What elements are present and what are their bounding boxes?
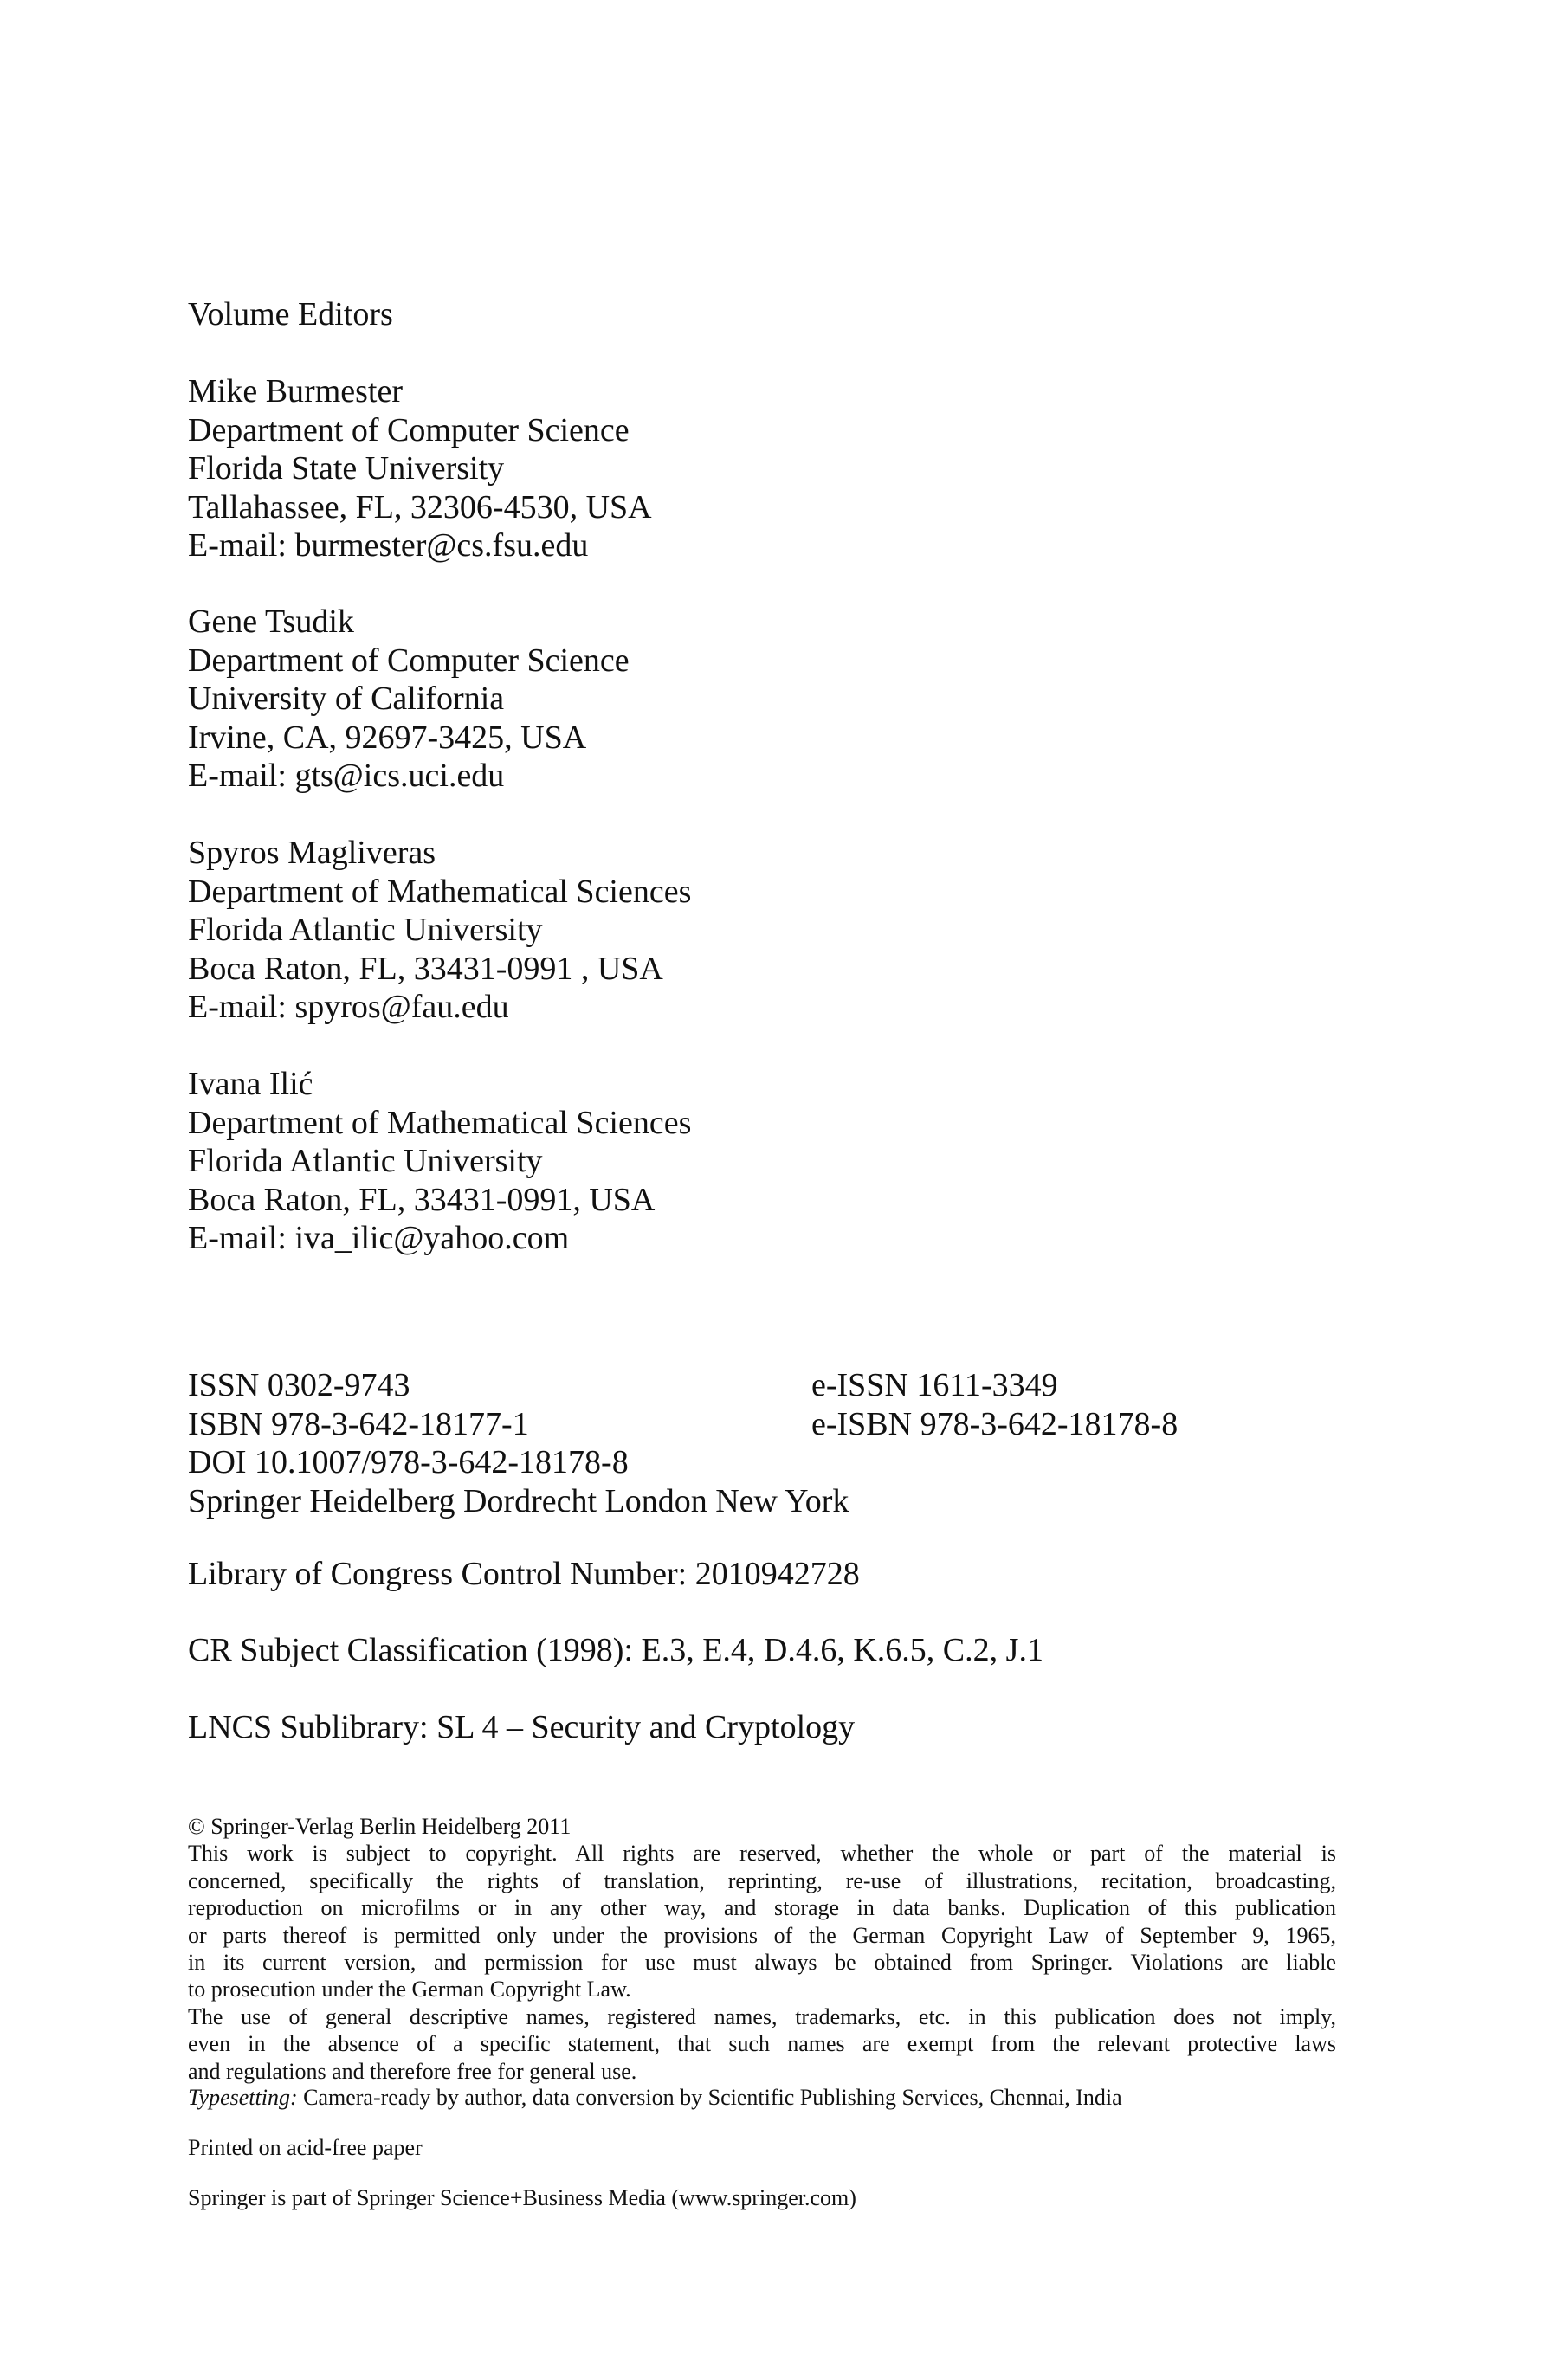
- copyright-text-line: even in the absence of a specific statement, that such names are exempt from the relevant protective laws: [188, 2031, 1336, 2057]
- copyright-text-line: The use of general descriptive names, registered names, trademarks, etc. in this publication does not imply,: [188, 2003, 1336, 2029]
- copyright-text-line: reproduction on microfilms or in any other way, and storage in data banks. Duplication of this publication: [188, 1895, 1336, 1921]
- editor-name: Gene Tsudik: [188, 603, 354, 640]
- e-issn: e-ISSN 1611-3349: [811, 1367, 1058, 1403]
- editor-address: Boca Raton, FL, 33431-0991 , USA: [188, 950, 663, 987]
- typesetting-label: Typesetting:: [188, 2085, 298, 2110]
- typesetting-note: [188, 2084, 1336, 2111]
- editor-block: [188, 603, 630, 796]
- issn: ISSN 0302-9743: [188, 1367, 410, 1403]
- copyright-text-line: in its current version, and permission for use must always be obtained from Springer. Violations are liable: [188, 1950, 1336, 1976]
- editor-department: Department of Computer Science: [188, 642, 630, 679]
- copyright-line: © Springer-Verlag Berlin Heidelberg 2011: [188, 1814, 572, 1839]
- springer-part-note: Springer is part of Springer Science+Business Media (www.springer.com): [188, 2185, 856, 2210]
- editor-block: [188, 834, 691, 1027]
- doi-row: [188, 1443, 1400, 1482]
- copyright-text-line: This work is subject to copyright. All rights are reserved, whether the whole or part of the material is: [188, 1841, 1336, 1867]
- isbn-row: [188, 1405, 1400, 1444]
- editor-email: E-mail: gts@ics.uci.edu: [188, 758, 505, 794]
- copyright-text-line: and regulations and therefore free for general use.: [188, 2058, 637, 2084]
- doi: DOI 10.1007/978-3-642-18178-8: [188, 1444, 629, 1480]
- copyright-paragraph-1: [188, 1840, 1336, 2003]
- copyright-paragraph-2: [188, 2003, 1336, 2085]
- copyright-text-line: concerned, specifically the rights of translation, reprinting, re-use of illustrations, recitation, broadcasting,: [188, 1867, 1336, 1893]
- editor-institution: University of California: [188, 680, 505, 717]
- editor-email: E-mail: spyros@fau.edu: [188, 989, 509, 1025]
- issn-row: [188, 1366, 1400, 1405]
- editor-institution: Florida Atlantic University: [188, 912, 543, 948]
- library-of-congress-number: Library of Congress Control Number: 2010942728: [188, 1556, 860, 1592]
- copyright-text-line: or parts thereof is permitted only under the provisions of the German Copyright Law of September 9, 1965,: [188, 1922, 1336, 1948]
- isbn: ISBN 978-3-642-18177-1: [188, 1405, 529, 1442]
- editor-address: Boca Raton, FL, 33431-0991, USA: [188, 1181, 656, 1218]
- publisher-row: [188, 1482, 1400, 1521]
- editor-name: Mike Burmester: [188, 373, 404, 410]
- cr-subject-classification: CR Subject Classification (1998): E.3, E.4, D.4.6, K.6.5, C.2, J.1: [188, 1632, 1043, 1668]
- publication-identifiers: [188, 1366, 1400, 1520]
- editor-address: Tallahassee, FL, 32306-4530, USA: [188, 488, 652, 526]
- editor-department: Department of Mathematical Sciences: [188, 873, 692, 910]
- copyright-text-line: to prosecution under the German Copyright Law.: [188, 1977, 631, 2003]
- editor-institution: Florida State University: [188, 450, 505, 487]
- printed-note: Printed on acid-free paper: [188, 2135, 423, 2160]
- volume-editors-heading: Volume Editors: [188, 296, 393, 332]
- typesetting-text: Camera-ready by author, data conversion by Scientific Publishing Services, Chennai, India: [297, 2085, 1122, 2110]
- publisher-locations: Springer Heidelberg Dordrecht London New York: [188, 1482, 849, 1519]
- copyright-block: [188, 1813, 1336, 2085]
- editor-name: Ivana Ilić: [188, 1066, 313, 1102]
- editor-email: E-mail: iva_ilic@yahoo.com: [188, 1220, 570, 1256]
- editor-block: [188, 1065, 691, 1258]
- editor-department: Department of Computer Science: [188, 411, 630, 448]
- editor-block: [188, 372, 652, 565]
- editor-name: Spyros Magliveras: [188, 835, 436, 871]
- editor-address: Irvine, CA, 92697-3425, USA: [188, 719, 587, 756]
- lncs-sublibrary: LNCS Sublibrary: SL 4 – Security and Cryptology: [188, 1709, 856, 1745]
- editor-department: Department of Mathematical Sciences: [188, 1104, 692, 1141]
- editor-email: E-mail: burmester@cs.fsu.edu: [188, 527, 589, 564]
- editor-institution: Florida Atlantic University: [188, 1143, 543, 1179]
- e-isbn: e-ISBN 978-3-642-18178-8: [811, 1405, 1179, 1442]
